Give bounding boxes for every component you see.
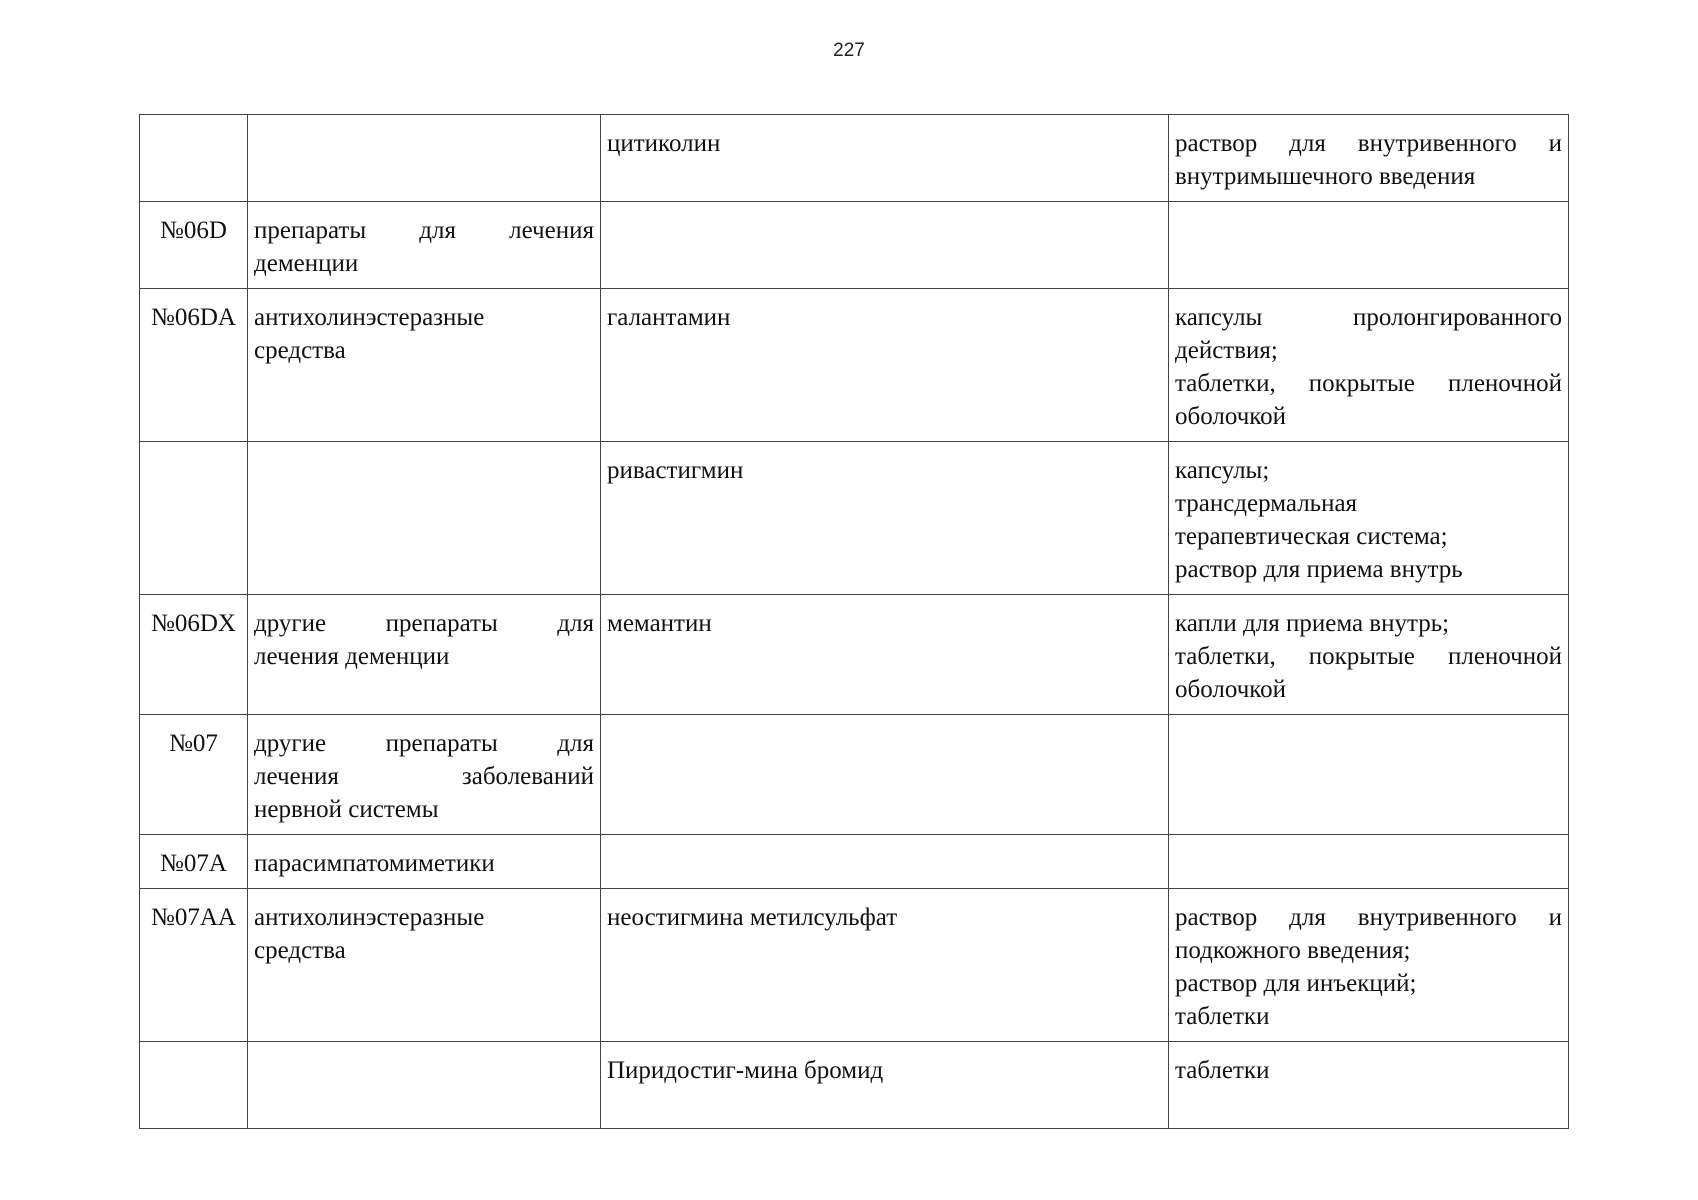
dosage-form-cell (1169, 202, 1569, 289)
dosage-form-cell-line: раствор для инъекций; (1175, 970, 1417, 997)
group-name-cell-line: другие препараты для (254, 610, 594, 637)
atc-code-cell (140, 1042, 248, 1129)
group-name-cell-line: антихолинэстеразные (254, 304, 485, 331)
drug-name-cell (601, 202, 1169, 289)
dosage-form-cell-line: таблетки, покрытые пленочной (1175, 370, 1562, 397)
dosage-form-cell (1169, 595, 1569, 715)
dosage-form-cell-line: трансдермальная (1175, 490, 1358, 517)
dosage-form-cell (1169, 889, 1569, 1042)
group-name-cell (248, 115, 601, 202)
table-row (140, 889, 1569, 1042)
group-name-cell (248, 835, 601, 889)
group-name-cell (248, 595, 601, 715)
drug-name-cell: Пиридостиг-мина бромид (601, 1042, 1169, 1129)
atc-code-cell: №06DX (140, 595, 248, 715)
group-name-cell-line: нервной системы (254, 796, 439, 823)
group-name-cell (248, 715, 601, 835)
group-name-cell (248, 889, 601, 1042)
dosage-form-cell (1169, 835, 1569, 889)
group-name-cell-line: другие препараты для (254, 730, 594, 757)
page-number: 227 (833, 40, 865, 61)
table-row (140, 115, 1569, 202)
table-row (140, 289, 1569, 442)
table-row (140, 202, 1569, 289)
dosage-form-cell (1169, 115, 1569, 202)
group-name-cell-line: средства (254, 937, 346, 964)
dosage-form-cell-line: таблетки (1175, 1057, 1270, 1084)
group-name-cell-line: деменции (254, 250, 359, 277)
group-name-cell-line: парасимпатомиметики (254, 850, 495, 877)
dosage-form-cell-line: раствор для приема внутрь (1175, 556, 1463, 583)
group-name-cell (248, 1042, 601, 1129)
atc-code-cell: №06D (140, 202, 248, 289)
drug-name-cell (601, 715, 1169, 835)
table-row (140, 835, 1569, 889)
table-row (140, 442, 1569, 595)
table-row (140, 1042, 1569, 1129)
atc-code-cell: №07 (140, 715, 248, 835)
dosage-form-cell-line: подкожного введения; (1175, 937, 1411, 964)
table-row (140, 595, 1569, 715)
drug-name-cell (601, 835, 1169, 889)
dosage-form-cell-line: действия; (1175, 337, 1278, 364)
dosage-form-cell-line: внутримышечного введения (1175, 163, 1476, 190)
dosage-form-cell (1169, 715, 1569, 835)
drug-table (139, 114, 1569, 1129)
dosage-form-cell-line: капсулы; (1175, 457, 1270, 484)
table-body (140, 115, 1569, 1129)
atc-code-cell (140, 115, 248, 202)
drug-name-cell: ривастигмин (601, 442, 1169, 595)
table-row (140, 715, 1569, 835)
atc-code-cell (140, 442, 248, 595)
drug-name-cell: цитиколин (601, 115, 1169, 202)
drug-name-cell: неостигмина метилсульфат (601, 889, 1169, 1042)
dosage-form-cell-line: таблетки, покрытые пленочной (1175, 643, 1562, 670)
atc-code-cell: №07A (140, 835, 248, 889)
drug-name-cell: мемантин (601, 595, 1169, 715)
dosage-form-cell-line: раствор для внутривенного и (1175, 130, 1562, 157)
group-name-cell (248, 442, 601, 595)
dosage-form-cell-line: оболочкой (1175, 676, 1287, 703)
group-name-cell (248, 289, 601, 442)
dosage-form-cell (1169, 442, 1569, 595)
atc-code-cell: №07AA (140, 889, 248, 1042)
dosage-form-cell-line: таблетки (1175, 1003, 1270, 1030)
dosage-form-cell (1169, 1042, 1569, 1129)
group-name-cell-line: лечения заболеваний (254, 763, 594, 790)
group-name-cell-line: средства (254, 337, 346, 364)
dosage-form-cell-line: капсулы пролонгированного (1175, 304, 1562, 331)
drug-name-cell: галантамин (601, 289, 1169, 442)
dosage-form-cell-line: раствор для внутривенного и (1175, 904, 1562, 931)
dosage-form-cell-line: капли для приема внутрь; (1175, 610, 1450, 637)
dosage-form-cell (1169, 289, 1569, 442)
dosage-form-cell-line: терапевтическая система; (1175, 523, 1448, 550)
group-name-cell-line: лечения деменции (254, 643, 450, 670)
group-name-cell-line: препараты для лечения (254, 217, 594, 244)
dosage-form-cell-line: оболочкой (1175, 403, 1287, 430)
atc-code-cell: №06DA (140, 289, 248, 442)
group-name-cell-line: антихолинэстеразные (254, 904, 485, 931)
group-name-cell (248, 202, 601, 289)
